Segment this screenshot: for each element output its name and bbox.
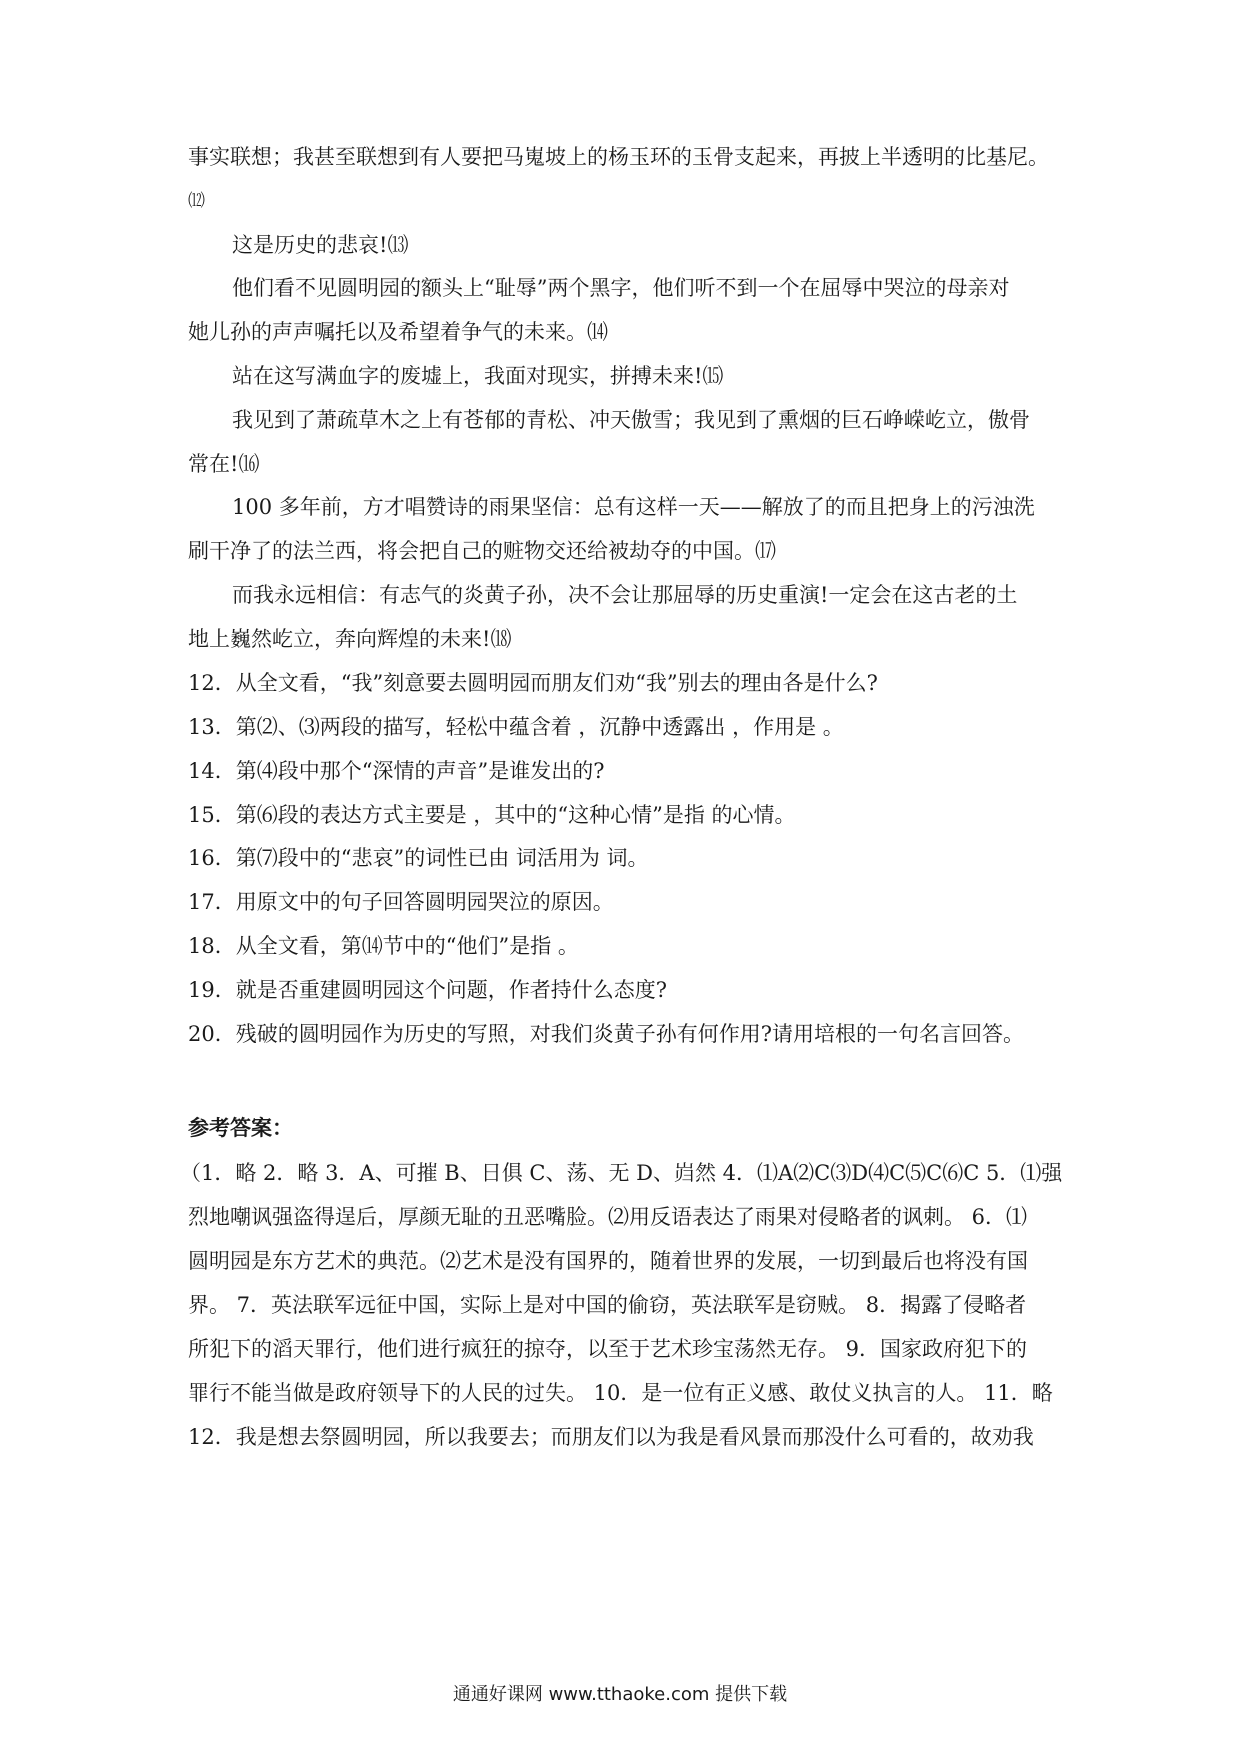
paragraph-number: ⑿ — [188, 191, 205, 211]
question-item: 13．第⑵、⑶两段的描写，轻松中蕴含着 ，沉静中透露出 ，作用是 。 — [188, 715, 844, 739]
page-footer: 通通好课网 www.tthaoke.com 提供下载 — [452, 1684, 788, 1705]
passage-line: 100 多年前，方才唱赞诗的雨果坚信：总有这样一天——解放了的而且把身上的污浊洗 — [232, 495, 1035, 519]
answer-line: 罪行不能当做是政府领导下的人民的过失。 10．是一位有正义感、敢仗义执言的人。 11．略 — [188, 1381, 1053, 1405]
question-item: 12．从全文看，“我”刻意要去圆明园而朋友们劝“我”别去的理由各是什么? — [188, 671, 878, 695]
question-item: 18．从全文看，第⒁节中的“他们”是指 。 — [188, 934, 579, 958]
passage-line: 而我永远相信：有志气的炎黄子孙，决不会让那屈辱的历史重演!一定会在这古老的土 — [232, 583, 1018, 607]
answers-heading: 参考答案： — [188, 1115, 293, 1140]
answer-line: （1．略 2．略 3．A、可摧 B、日俱 C、荡、无 D、岿然 4．⑴A⑵C⑶D⑷C⑸C⑹C 5．⑴强 — [180, 1161, 1063, 1185]
question-item: 20．残破的圆明园作为历史的写照，对我们炎黄子孙有何作用?请用培根的一句名言回答。 — [188, 1022, 1024, 1046]
answer-line: 所犯下的滔天罪行，他们进行疯狂的掠夺，以至于艺术珍宝荡然无存。 9．国家政府犯下的 — [188, 1337, 1028, 1361]
answer-line: 烈地嘲讽强盗得逞后，厚颜无耻的丑恶嘴脸。⑵用反语表达了雨果对侵略者的讽刺。 6．⑴ — [188, 1205, 1028, 1229]
passage-line: 事实联想；我甚至联想到有人要把马嵬坡上的杨玉环的玉骨支起来，再披上半透明的比基尼。 — [188, 145, 1049, 169]
question-item: 16．第⑺段中的“悲哀”的词性已由 词活用为 词。 — [188, 846, 649, 870]
passage-line: 这是历史的悲哀!⒀ — [232, 233, 409, 257]
passage-line: 刷干净了的法兰西，将会把自己的赃物交还给被劫夺的中国。⒄ — [188, 539, 776, 563]
passage-line: 他们看不见圆明园的额头上“耻辱”两个黑字，他们听不到一个在屈辱中哭泣的母亲对 — [232, 276, 1010, 300]
question-item: 17．用原文中的句子回答圆明园哭泣的原因。 — [188, 890, 614, 914]
question-item: 15．第⑹段的表达方式主要是 ，其中的“这种心情”是指 的心情。 — [188, 803, 796, 827]
answer-line: 12．我是想去祭圆明园，所以我要去；而朋友们以为我是看风景而那没什么可看的，故劝我 — [188, 1425, 1034, 1449]
question-item: 14．第⑷段中那个“深情的声音”是谁发出的? — [188, 759, 605, 783]
passage-line: 我见到了萧疏草木之上有苍郁的青松、冲天傲雪；我见到了熏烟的巨石峥嵘屹立，傲骨 — [232, 408, 1030, 432]
passage-line: 她儿孙的声声嘱托以及希望着争气的未来。⒁ — [188, 320, 608, 344]
passage-line: 常在!⒃ — [188, 452, 260, 476]
passage-line: 地上巍然屹立，奔向辉煌的未来!⒅ — [188, 627, 512, 651]
answer-line: 界。 7．英法联军远征中国，实际上是对中国的偷窃，英法联军是窃贼。 8．揭露了侵略者 — [188, 1293, 1027, 1317]
answer-line: 圆明园是东方艺术的典范。⑵艺术是没有国界的，随着世界的发展，一切到最后也将没有国 — [188, 1249, 1028, 1273]
passage-line: 站在这写满血字的废墟上，我面对现实，拼搏未来!⒂ — [232, 364, 724, 388]
question-item: 19．就是否重建圆明园这个问题，作者持什么态度? — [188, 978, 667, 1002]
